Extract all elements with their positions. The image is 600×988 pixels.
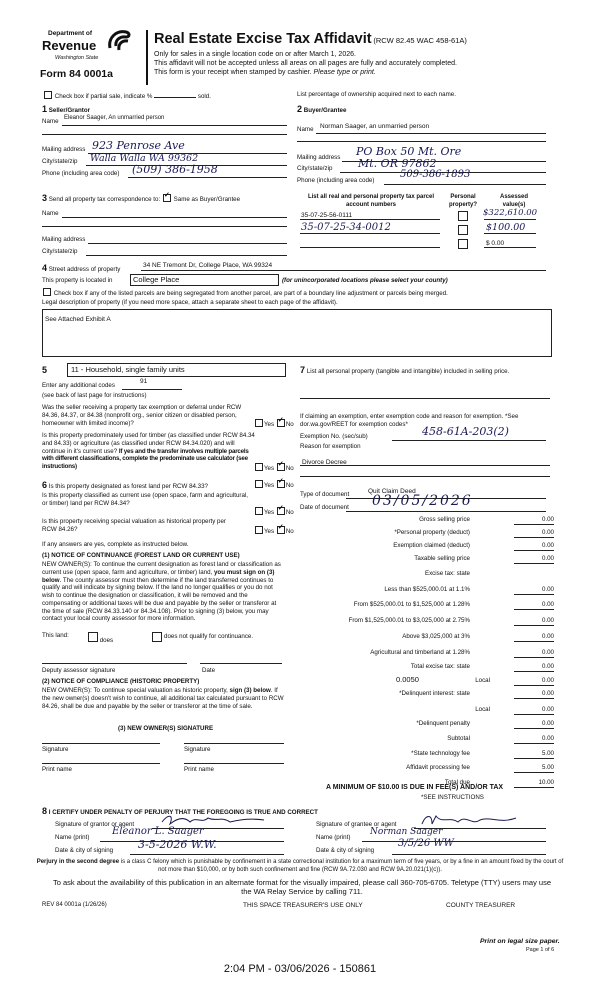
grantee-sig-label: Signature of grantee or agent	[316, 821, 397, 828]
signature-label: Signature	[42, 746, 69, 753]
buyer-phone-field[interactable]: 509-386-1893	[400, 169, 471, 180]
doc-type-label: Type of document	[300, 491, 350, 498]
fee-value[interactable]: 0.00	[514, 617, 554, 626]
located-note: (for unincorporated locations please select your county)	[282, 277, 448, 284]
certify-label: I CERTIFY UNDER PENALTY OF PERJURY THAT THE FOREGOING IS TRUE AND CORRECT	[48, 809, 318, 816]
page-number: Page 1 of 6	[526, 947, 555, 953]
fee-value[interactable]: 0.00	[514, 516, 554, 525]
owner-signature-1[interactable]	[42, 743, 160, 744]
doc-type-field[interactable]: Quit Claim Deed	[368, 488, 416, 495]
grantor-name-label: Name (print)	[55, 834, 90, 841]
buyer-city-label: City/state/zip	[297, 165, 333, 172]
fee-row	[300, 690, 560, 701]
fee-row	[300, 735, 560, 746]
s3-mailing-label: Mailing address	[42, 236, 86, 243]
notice-1-text: NEW OWNER(S): To continue the current designation as forest land or classification as current use (open space, farm and agriculture, or timber) land,	[42, 561, 281, 576]
fee-value[interactable]: 0.00	[514, 649, 554, 658]
notice-3-title: (3) NEW OWNER(S) SIGNATURE	[118, 725, 214, 732]
fee-value[interactable]: 0.00	[514, 663, 554, 672]
yes-label: Yes	[264, 421, 275, 428]
section-3-number: 3	[42, 193, 48, 203]
s3-city-label: City/state/zip	[42, 248, 78, 255]
located-select[interactable]: College Place	[133, 275, 180, 284]
current-use-question: Is this property classified as current use (open space, farm and agricultural, or timber) land per RCW 84.34?	[42, 492, 249, 507]
fee-label: Subtotal	[447, 735, 470, 742]
q1-no-checkbox[interactable]	[277, 419, 285, 427]
personal-property-checkbox[interactable]	[458, 239, 468, 249]
fee-row	[300, 633, 560, 644]
deputy-signature-field[interactable]	[42, 663, 187, 664]
fee-label: *Personal property (deduct)	[394, 529, 470, 536]
deputy-label: Deputy assessor signature	[42, 667, 116, 674]
q2-no-checkbox[interactable]	[277, 463, 285, 471]
grantee-name-field[interactable]: Norman Saager	[370, 827, 443, 837]
fee-row	[300, 570, 560, 581]
fee-value[interactable]: 0.00	[514, 690, 554, 699]
exemption-question: Was the seller receiving a property tax exemption or deferral under RCW 84.36, 84.37, or 84.38 (nonprofit org., senior citizen or disabled person, homeowner with limited income)?	[42, 404, 242, 427]
fee-row	[300, 720, 560, 731]
fee-label: From $525,000.01 to $1,525,000 at 1.28%	[353, 601, 470, 608]
seller-mailing-label: Mailing address	[42, 146, 86, 153]
q5-no-checkbox[interactable]	[277, 526, 285, 534]
parcel-row	[300, 210, 550, 222]
fee-value[interactable]: 0.00	[514, 601, 554, 610]
fee-value[interactable]: 5.00	[514, 750, 554, 759]
fee-row	[300, 663, 560, 674]
local-rate: 0.0050	[396, 675, 419, 684]
owner-print-1[interactable]	[42, 763, 160, 764]
q3-yes-checkbox[interactable]	[255, 480, 263, 488]
timber-question: Is this property predominately used for timber (as classified under RCW 84.34 and 84.33) or agriculture (as classified under RCW 84.34.020) and will continue in it's current use?	[42, 432, 255, 455]
yes-label: Yes	[264, 528, 275, 535]
fee-value[interactable]: 0.00	[514, 555, 554, 564]
s3-city-field[interactable]	[86, 247, 287, 256]
perjury-text: is a class C felony which is punishable by confinement in a state correctional institution for a maximum term of five years, or by a fine in an amount fixed by the court of not more than $10,000, or by both such confinement and fine (RCW 9A.72.030 and RCW 9A.20.021(1)(c)).	[119, 859, 564, 873]
fee-row	[300, 555, 560, 566]
assessed-col-header: Assessed value(s)	[499, 194, 529, 208]
fee-label: Taxable selling price	[414, 555, 470, 562]
fee-row	[300, 601, 560, 612]
q2-yes-checkbox[interactable]	[255, 463, 263, 471]
parcel-number[interactable]: 35-07-25-56-0111	[301, 212, 353, 219]
fee-label: Agricultural and timberland at 1.28%	[370, 649, 470, 656]
minimum-due: A MINIMUM OF $10.00 IS DUE IN FEE(S) AND/OR TAX	[326, 784, 504, 791]
same-as-buyer-label: Same as Buyer/Grantee	[173, 196, 241, 203]
fee-row	[300, 617, 560, 628]
q3-no-checkbox[interactable]	[277, 480, 285, 488]
no-label: No	[285, 528, 294, 535]
fee-value[interactable]: 10.00	[514, 779, 554, 788]
notice-1-bold: you must sign on (3) below	[42, 568, 275, 584]
partial-percent-field[interactable]	[154, 97, 196, 98]
street-label: Street address of property	[48, 266, 121, 273]
does-label: does	[99, 637, 114, 644]
forest-question: Is this property designated as forest land per RCW 84.33?	[48, 483, 208, 490]
fee-label: Total excise tax: state	[410, 663, 470, 670]
buyer-mailing-label: Mailing address	[297, 154, 341, 161]
notice-1-text-b: . The county assessor must then determine if the land transferred continues to qualify and will indicate by signing below. If the land no longer qualifies or you do not wish to continue the designation or classification, it will be removed and the compensating or additional taxes will be due and payable by the seller or transferor at the time of sale (RCW 84.33.140 or 84.34.108). Prior to signing (3) below, you may contact your local county assessor for more information.	[42, 576, 277, 623]
exemption-label: Exemption No. (sec/sub)	[300, 433, 368, 440]
title-text: Real Estate Excise Tax Affidavit	[154, 31, 372, 47]
grantor-sig-label: Signature of grantor or agent	[55, 821, 135, 828]
fee-label: Local	[475, 706, 490, 713]
grantee-signature[interactable]	[420, 812, 530, 828]
grantor-name-field[interactable]: Eleanor L. Saager	[112, 826, 204, 837]
notice-2-text: NEW OWNER(S): To continue special valuation as historic property,	[42, 687, 230, 694]
fee-label: From $1,525,000.01 to $3,025,000 at 2.75%	[348, 617, 470, 624]
print-legal: Print on legal size paper.	[480, 938, 560, 945]
see-back-note: (see back of last page for instructions)	[42, 392, 147, 399]
buyer-name-field[interactable]: Norman Saager, an unmarried person	[320, 123, 430, 130]
fee-label: Excise tax: state	[424, 570, 470, 577]
seller-name-field[interactable]: Eleanor Saager, An unmarried person	[64, 115, 165, 121]
fee-label: Exemption claimed (deduct)	[393, 542, 470, 549]
does-not-label: does not qualify for continuance.	[164, 633, 254, 640]
q5-yes-checkbox[interactable]	[255, 526, 263, 534]
notice-2-bold: sign (3) below	[229, 687, 271, 694]
fee-label: Less than $525,000.01 at 1.1%	[384, 586, 470, 593]
buyer-phone-label: Phone (including area code)	[297, 177, 375, 184]
fee-value[interactable]: 0.00	[514, 706, 554, 715]
same-as-buyer-checkbox[interactable]	[163, 194, 171, 202]
no-label: No	[285, 509, 294, 516]
seller-city-label: City/state/zip	[42, 158, 78, 165]
form-revision: REV 84 0001a (1/26/26)	[42, 902, 107, 908]
does-not-qualify-checkbox[interactable]	[152, 632, 162, 642]
dor-swirl-icon	[106, 28, 132, 54]
historic-question: Is this property receiving special valuation as historical property per RCW 84.26?	[42, 518, 226, 533]
fee-row	[300, 586, 560, 597]
s3-name-label: Name	[42, 210, 59, 217]
buyer-mailing-field[interactable]: PO Box 50 Mt. Ore	[356, 145, 462, 158]
fee-value[interactable]: 0.00	[514, 542, 554, 551]
exemption-field[interactable]: 458-61A-203(2)	[422, 425, 509, 438]
exemption-note: If claiming an exemption, enter exemption code and reason for exemption. *See dor.wa.gov/REET for exemption codes*	[300, 413, 519, 428]
grantee-name-label: Name (print)	[316, 834, 351, 841]
perjury-bold: Perjury in the second degree	[36, 859, 120, 865]
received-stamp: 2:04 PM - 03/06/2026 - 150861	[223, 963, 377, 975]
alt-format-note: To ask about the availability of this publication in an alternate format for the visually impaired, please call 360-705-6705. Teletype (TTY) users may use the WA Relay Service by calling 711.	[52, 878, 552, 897]
fee-value[interactable]: 5.00	[514, 764, 554, 773]
seller-heading: Seller/Grantor	[48, 107, 91, 114]
grantee-date-field[interactable]: 3/5/26 WW	[398, 838, 454, 849]
fee-row	[300, 677, 560, 688]
doc-date-field[interactable]: 03/05/2026	[372, 493, 473, 509]
see-instructions: *SEE INSTRUCTIONS	[421, 794, 484, 801]
dept-name: Revenue	[42, 38, 97, 53]
reason-label: Reason for exemption	[300, 443, 361, 450]
yes-label: Yes	[264, 465, 275, 472]
fee-row	[300, 529, 560, 540]
section-4-number: 4	[42, 263, 48, 273]
section-7-number: 7	[300, 365, 306, 375]
fee-value[interactable]: 0.00	[514, 586, 554, 595]
personal-property-checkbox[interactable]	[458, 211, 468, 221]
section-8-number: 8	[42, 806, 48, 816]
fee-value[interactable]: 0.00	[514, 735, 554, 744]
s3-mailing-field[interactable]	[88, 235, 287, 244]
parcel-number[interactable]: 35-07-25-34-0012	[301, 222, 391, 233]
owner-signature-2[interactable]	[184, 743, 284, 744]
partial-sold-label: sold.	[197, 93, 211, 100]
seller-phone-label: Phone (including area code)	[42, 170, 120, 177]
fee-value[interactable]: 0.00	[514, 633, 554, 642]
header-note-1: Only for sales in a single location code on or after March 1, 2026.	[154, 51, 356, 58]
notice-2-title: (2) NOTICE OF COMPLIANCE (HISTORIC PROPERTY)	[42, 678, 200, 685]
grantor-date-label: Date & city of signing	[55, 847, 114, 854]
q4-yes-checkbox[interactable]	[255, 507, 263, 515]
owner-print-2[interactable]	[184, 763, 284, 764]
personal-property-checkbox[interactable]	[458, 225, 468, 235]
title-citation: (RCW 82.45 WAC 458-61A)	[373, 36, 467, 45]
addl-codes-field[interactable]: 91	[140, 378, 148, 385]
partial-sale-checkbox[interactable]	[44, 91, 52, 99]
print-name-label: Print name	[42, 766, 72, 773]
addl-codes-label: Enter any additional codes	[42, 382, 115, 389]
yes-label: Yes	[264, 509, 275, 516]
fee-value[interactable]: 0.00	[514, 677, 554, 686]
fee-row	[300, 649, 560, 660]
yes-label: Yes	[264, 482, 275, 489]
section-6-number: 6	[42, 480, 48, 490]
located-label: This property is located in	[42, 277, 113, 284]
q1-yes-checkbox[interactable]	[255, 419, 263, 427]
segregated-label: Check box if any of the listed parcels are being segregated from another parcel, are part of a boundary line adjustment or parcels being merged.	[53, 290, 448, 297]
deputy-date-label: Date	[202, 667, 216, 674]
state-name: Washington State	[55, 55, 99, 61]
fee-row	[300, 750, 560, 761]
reason-field[interactable]: Divorce Decree	[302, 459, 347, 466]
fee-row	[300, 516, 560, 527]
buyer-heading: Buyer/Grantee	[303, 107, 347, 114]
fee-row	[300, 706, 560, 717]
assessed-value[interactable]: $100.00	[486, 222, 526, 233]
section-1-number: 1	[42, 104, 48, 114]
section-2-number: 2	[297, 104, 303, 114]
personal-property-field[interactable]	[300, 398, 550, 399]
doc-date-label: Date of document	[300, 504, 349, 511]
street-field[interactable]: 34 NE Tremont Dr, College Place, WA 99324	[143, 262, 273, 269]
parcel-row	[300, 238, 550, 250]
header-note-3: This form is your receipt when stamped by cashier.	[154, 69, 314, 76]
segregated-checkbox[interactable]	[43, 288, 51, 296]
deputy-date-field[interactable]	[200, 663, 282, 664]
q4-no-checkbox[interactable]	[277, 507, 285, 515]
seller-name-label: Name	[42, 118, 59, 125]
form-title	[154, 30, 467, 48]
seller-city-field[interactable]: Walla Walla WA 99362	[90, 153, 199, 164]
signature-label: Signature	[184, 746, 211, 753]
dept-line: Department of	[48, 30, 93, 37]
no-label: No	[285, 482, 294, 489]
fee-label: Affidavit processing fee	[406, 764, 470, 771]
ownership-note: List percentage of ownership acquired next to each name.	[297, 91, 456, 98]
use-code-select[interactable]: 11 - Household, single family units	[71, 365, 185, 374]
header-note-2: This affidavit will not be accepted unless all areas on all pages are fully and accurately completed.	[154, 60, 457, 67]
grantee-date-label: Date & city of signing	[316, 847, 375, 854]
county-treasurer: COUNTY TREASURER	[446, 902, 516, 909]
fee-value[interactable]: 0.00	[514, 529, 554, 538]
fee-label: *Delinquent penalty	[416, 720, 470, 727]
fee-label: *Delinquent interest: state	[399, 690, 470, 697]
seller-phone-field[interactable]: (509) 386-1958	[132, 163, 218, 176]
parcel-row	[300, 224, 550, 236]
if-yes-note: If any answers are yes, complete as instructed below.	[42, 541, 189, 548]
dor-logo	[40, 28, 140, 88]
fee-label: Above $3,025,000 at 3%	[402, 633, 470, 640]
s3-name-field[interactable]	[62, 209, 287, 218]
buyer-name-label: Name	[297, 126, 314, 133]
assessed-value[interactable]: $322,610.00	[483, 208, 538, 218]
does-qualify-checkbox[interactable]	[88, 632, 98, 642]
notice-2-text-b: . If the new owner(s) doesn't wish to continue, all additional tax calculated pursuant to RCW 84.26, shall be due and payable by the seller or transferor at the time of sale.	[42, 687, 284, 710]
treasurer-only: THIS SPACE TREASURER'S USE ONLY	[243, 902, 363, 909]
partial-sale-label: Check box if partial sale, indicate %	[54, 93, 153, 100]
section-5-number: 5	[42, 365, 48, 375]
legal-field: See Attached Exhibit A	[45, 316, 111, 323]
no-label: No	[285, 465, 294, 472]
personal-col-header: Personal property?	[448, 194, 477, 208]
seller-mailing-field[interactable]: 923 Penrose Ave	[92, 139, 185, 152]
print-name-label: Print name	[184, 766, 214, 773]
assessed-value[interactable]: $ 0.00	[486, 240, 505, 247]
fee-label: Total due	[444, 779, 470, 786]
buyer-city-field[interactable]: Mt. OR 97862	[358, 157, 437, 170]
this-land-label: This land:	[42, 632, 69, 639]
form-number: Form 84 0001a	[40, 68, 113, 80]
fee-label: Local	[475, 677, 490, 684]
personal-property-label: List all personal property (tangible and intangible) included in selling price.	[306, 368, 510, 375]
header-note-3-italic: Please type or print.	[313, 69, 376, 76]
fee-row	[300, 764, 560, 775]
legal-description-box[interactable]	[42, 309, 552, 357]
fee-label: Gross selling price	[419, 516, 470, 523]
fee-label: *State technology fee	[411, 750, 470, 757]
timber-question-bold: If yes and the transfer involves multiple parcels with different classifications, complete the predominate use calculator (see instructions)	[42, 447, 249, 470]
parcel-col-header: List all real and personal property tax parcel account numbers	[307, 194, 435, 208]
fee-row	[300, 542, 560, 553]
correspondence-label: Send all property tax correspondence to:	[48, 196, 161, 203]
legal-label: Legal description of property (if you need more space, attach a separate sheet to each page of the affidavit).	[42, 299, 338, 306]
grantor-date-field[interactable]: 3-5-2026 W.W.	[138, 838, 217, 851]
notice-1-title: (1) NOTICE OF CONTINUANCE (FOREST LAND OR CURRENT USE)	[42, 552, 240, 559]
fee-value[interactable]: 0.00	[514, 720, 554, 729]
no-label: No	[285, 421, 294, 428]
